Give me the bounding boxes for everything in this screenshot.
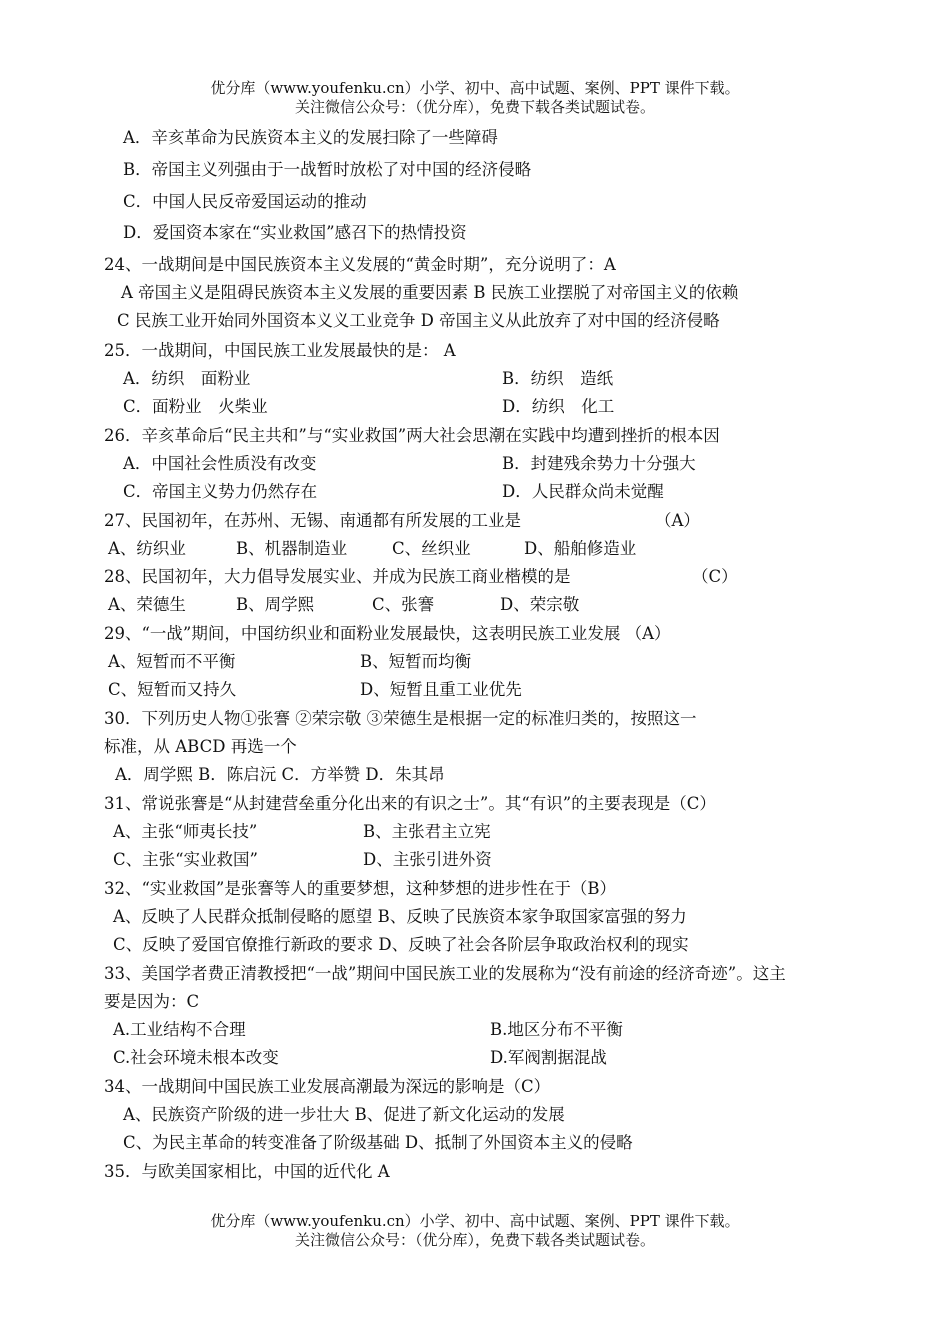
q28-option-a: A、荣德生	[108, 595, 186, 614]
q33-option-b: B.地区分布不平衡	[490, 1020, 623, 1039]
q27-stem: 27、民国初年，在苏州、无锡、南通都有所发展的工业是	[104, 511, 521, 530]
q30-stem-line-1: 30．下列历史人物①张謇 ②荣宗敬 ③荣德生是根据一定的标准归类的，按照这一	[104, 709, 697, 728]
q25-stem: 25．一战期间，中国民族工业发展最快的是： A	[104, 341, 456, 360]
q23-option-a: A．辛亥革命为民族资本主义的发展扫除了一些障碍	[123, 128, 498, 147]
page-header	[0, 79, 950, 117]
q25-option-a: A．纺织 面粉业	[123, 369, 251, 388]
q30-options: A．周学熙 B．陈启沅 C．方举赞 D．朱其昂	[115, 765, 445, 784]
q26-option-b: B．封建残余势力十分强大	[502, 454, 696, 473]
q31-option-a: A、主张“师夷长技”	[113, 822, 258, 841]
q33-stem-line-2: 要是因为：C	[104, 992, 200, 1011]
q28-stem: 28、民国初年，大力倡导发展实业、并成为民族工商业楷模的是	[104, 567, 571, 586]
q32-options-row-1: A、反映了人民群众抵制侵略的愿望 B、反映了民族资本家争取国家富强的努力	[113, 907, 687, 926]
header-line-2: 关注微信公众号：（优分库），免费下载各类试题试卷。	[294, 98, 655, 116]
q29-option-b: B、短暂而均衡	[360, 652, 472, 671]
q25-option-c: C．面粉业 火柴业	[123, 397, 268, 416]
q23-option-b: B．帝国主义列强由于一战暂时放松了对中国的经济侵略	[123, 160, 532, 179]
q34-options-row-2: C、为民主革命的转变准备了阶级基础 D、抵制了外国资本主义的侵略	[123, 1133, 633, 1152]
q27-option-a: A、纺织业	[108, 539, 186, 558]
q34-options-row-1: A、民族资产阶级的进一步壮大 B、促进了新文化运动的发展	[123, 1105, 565, 1124]
q25-option-d: D．纺织 化工	[502, 397, 615, 416]
q33-stem-line-1: 33、美国学者费正清教授把“一战”期间中国民族工业的发展称为“没有前途的经济奇迹”。这主	[104, 964, 786, 983]
q28-option-d: D、荣宗敬	[500, 595, 580, 614]
q27-answer: （A）	[655, 511, 700, 530]
q35-stem: 35．与欧美国家相比，中国的近代化 A	[104, 1162, 390, 1181]
q33-option-c: C.社会环境未根本改变	[113, 1048, 279, 1067]
q29-option-a: A、短暂而不平衡	[108, 652, 236, 671]
q27-option-d: D、船舶修造业	[524, 539, 637, 558]
q23-option-c: C．中国人民反帝爱国运动的推动	[123, 192, 367, 211]
q29-option-d: D、短暂且重工业优先	[360, 680, 522, 699]
q28-option-c: C、张謇	[372, 595, 435, 614]
q32-stem: 32、“实业救国”是张謇等人的重要梦想，这种梦想的进步性在于（B）	[104, 879, 616, 898]
q27-option-b: B、机器制造业	[236, 539, 348, 558]
q33-option-d: D.军阀割据混战	[490, 1048, 607, 1067]
q34-stem: 34、一战期间中国民族工业发展高潮最为深远的影响是（C）	[104, 1077, 551, 1096]
header-line-1: 优分库（www.youfenku.cn）小学、初中、高中试题、案例、PPT 课件下载。	[210, 79, 740, 97]
q33-option-a: A.工业结构不合理	[113, 1020, 246, 1039]
q23-option-d: D．爱国资本家在“实业救国”感召下的热情投资	[123, 223, 467, 242]
q24-options-row-1: A 帝国主义是阻碍民族资本主义发展的重要因素 B 民族工业摆脱了对帝国主义的依赖	[121, 283, 739, 302]
page-footer	[0, 1212, 950, 1250]
q30-stem-line-2: 标准，从 ABCD 再选一个	[104, 737, 297, 756]
q26-option-c: C．帝国主义势力仍然存在	[123, 482, 318, 501]
q29-option-c: C、短暂而又持久	[108, 680, 237, 699]
q31-option-d: D、主张引进外资	[363, 850, 492, 869]
footer-line-2: 关注微信公众号：（优分库），免费下载各类试题试卷。	[294, 1231, 655, 1249]
q28-answer: （C）	[692, 567, 738, 586]
q31-stem: 31、常说张謇是“从封建营垒重分化出来的有识之士”。其“有识”的主要表现是（C）	[104, 794, 716, 813]
q24-stem: 24、一战期间是中国民族资本主义发展的“黄金时期”，充分说明了：A	[104, 255, 616, 274]
footer-line-1: 优分库（www.youfenku.cn）小学、初中、高中试题、案例、PPT 课件下载。	[210, 1212, 740, 1230]
q25-option-b: B．纺织 造纸	[502, 369, 614, 388]
q31-option-b: B、主张君主立宪	[363, 822, 491, 841]
q26-option-a: A．中国社会性质没有改变	[123, 454, 317, 473]
q27-option-c: C、丝织业	[392, 539, 471, 558]
q26-option-d: D．人民群众尚未觉醒	[502, 482, 664, 501]
q26-stem: 26．辛亥革命后“民主共和”与“实业救国”两大社会思潮在实践中均遭到挫折的根本因	[104, 426, 720, 445]
q28-option-b: B、周学熙	[236, 595, 315, 614]
q31-option-c: C、主张“实业救国”	[113, 850, 258, 869]
q32-options-row-2: C、反映了爱国官僚推行新政的要求 D、反映了社会各阶层争取政治权利的现实	[113, 935, 689, 954]
q29-stem: 29、“一战”期间，中国纺织业和面粉业发展最快，这表明民族工业发展 （A）	[104, 624, 671, 643]
q24-options-row-2: C 民族工业开始同外国资本义义工业竞争 D 帝国主义从此放弃了对中国的经济侵略	[117, 311, 720, 330]
